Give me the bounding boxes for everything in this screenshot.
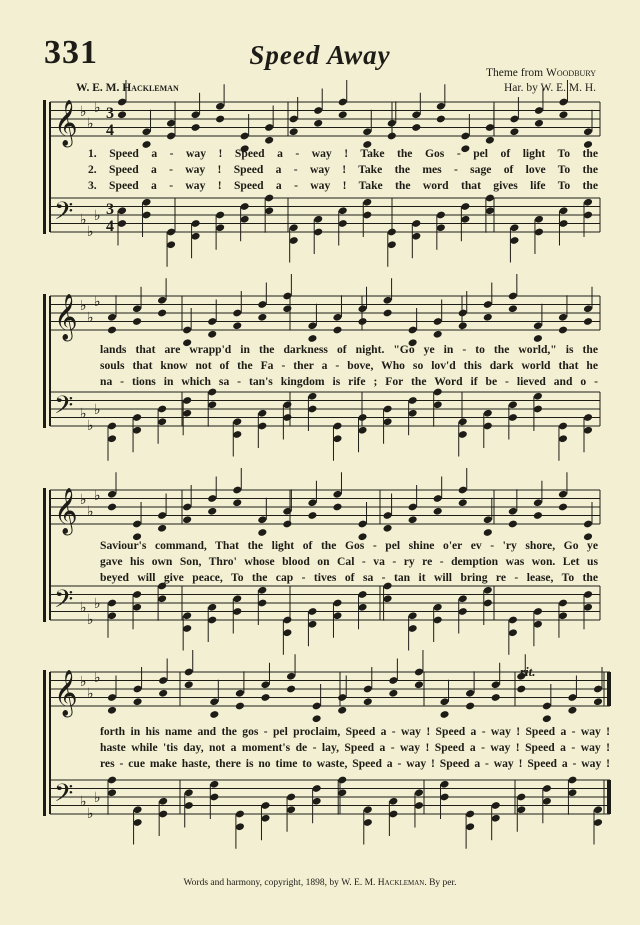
hymn-number: 331 — [44, 34, 98, 71]
lyric-line: lands that are wrapp'd in the darkness of night. "Go ye in - to the world," is the — [100, 343, 598, 356]
notehead — [567, 706, 577, 715]
flat-icon: ♭ — [80, 492, 87, 508]
flat-icon: ♭ — [94, 402, 101, 418]
lyric-line: beyed will give peace, To the cap - tives of sa - tan it will bring re - lease, To the — [100, 571, 598, 584]
lyric-line: souls that know not of the Fa - ther a - bove, Who so lov'd this dark world that he — [100, 359, 598, 372]
notehead — [215, 115, 225, 124]
notehead — [558, 110, 568, 119]
system-bracket — [43, 488, 46, 622]
notehead — [191, 123, 201, 132]
notehead — [332, 503, 342, 512]
flat-icon: ♭ — [94, 790, 101, 806]
notehead — [332, 326, 342, 335]
lyric-line: forth in his name and the gos - pel proclaim, Speed a - way ! Speed a - way ! Speed a - way ! — [100, 725, 610, 738]
copyright-name: W. E. M. Hackleman. — [341, 878, 427, 888]
notehead — [411, 123, 421, 132]
lyric-line: 2. Speed a - way ! Speed a - way ! Take the mes - sage of love To the — [88, 163, 598, 176]
bass-clef-icon: 𝄢 — [54, 391, 74, 426]
lyric-line: 3. Speed a - way ! Speed a - way ! Take the word that gives life To the — [88, 179, 598, 192]
notehead — [260, 693, 270, 702]
notehead — [485, 136, 495, 145]
notehead — [439, 710, 449, 719]
system-bracket — [43, 670, 46, 816]
system-bracket — [43, 100, 46, 234]
notehead — [107, 503, 117, 512]
lyric-line: 1. Speed a - way ! Speed a - way ! Take the Gos - pel of light To the — [88, 147, 598, 160]
bass-clef-icon: 𝄢 — [54, 585, 74, 620]
flat-icon: ♭ — [80, 298, 87, 314]
time-signature-denominator: 4 — [106, 218, 114, 235]
notehead — [313, 119, 323, 128]
notehead — [508, 304, 518, 313]
notehead — [209, 710, 219, 719]
notehead — [207, 507, 217, 516]
lyric-line: res - cue make haste, there is no time to waste, Speed a - way ! Speed a - way ! Speed a - way ! — [100, 757, 610, 770]
notehead — [491, 693, 501, 702]
notehead — [388, 689, 398, 698]
theme-source: Woodbury — [546, 67, 596, 79]
notehead — [257, 528, 267, 537]
notehead — [483, 528, 493, 537]
flat-icon: ♭ — [94, 294, 101, 310]
notehead — [286, 685, 296, 694]
system-bracket — [43, 294, 46, 428]
treble-clef-icon: 𝄞 — [54, 670, 78, 716]
treble-clef-icon: 𝄞 — [54, 100, 78, 146]
notehead — [312, 714, 322, 723]
notehead — [207, 330, 217, 339]
notehead — [307, 511, 317, 520]
time-signature-denominator: 4 — [106, 122, 114, 139]
notehead — [157, 524, 167, 533]
lyric-line: gave his own Son, Thro' whose blood on Cal - va - ry re - demption was won. Let us — [100, 555, 598, 568]
time-signature-numerator: 3 — [106, 201, 114, 218]
notehead — [337, 706, 347, 715]
copyright-notice — [0, 878, 640, 888]
ritardando-marking: rit. — [520, 664, 536, 679]
notehead — [408, 515, 418, 524]
treble-clef-icon: 𝄞 — [54, 488, 78, 534]
notehead — [257, 313, 267, 322]
notehead — [182, 515, 192, 524]
notehead — [158, 689, 168, 698]
notehead — [483, 313, 493, 322]
harmony-credit: Har. by W. E. M. H. — [504, 82, 596, 94]
lyrics-system-2 — [100, 342, 598, 390]
flat-icon: ♭ — [87, 612, 94, 628]
lyrics-system-4 — [100, 724, 610, 772]
notehead — [338, 110, 348, 119]
lyric-line: na - tions in which sa - tan's kingdom is rife ; For the Word if be - lieved and o - — [100, 375, 598, 388]
notehead — [383, 524, 393, 533]
flat-icon: ♭ — [80, 406, 87, 422]
theme-prefix: Theme from — [485, 67, 544, 79]
notehead — [509, 127, 519, 136]
flat-icon: ♭ — [94, 208, 101, 224]
notehead — [107, 326, 117, 335]
notehead — [387, 132, 397, 141]
flat-icon: ♭ — [87, 418, 94, 434]
notehead — [264, 136, 274, 145]
treble-clef-icon: 𝄞 — [54, 294, 78, 340]
copyright-suffix: By per. — [429, 878, 457, 888]
notehead — [282, 304, 292, 313]
notehead — [232, 498, 242, 507]
notehead — [558, 503, 568, 512]
flat-icon: ♭ — [87, 504, 94, 520]
notehead — [558, 326, 568, 335]
flat-icon: ♭ — [94, 488, 101, 504]
copyright-prefix: Words and harmony, copyright, 1898, by — [183, 878, 339, 888]
notehead — [232, 321, 242, 330]
notehead — [516, 685, 526, 694]
notehead — [433, 507, 443, 516]
notehead — [282, 520, 292, 529]
flat-icon: ♭ — [87, 310, 94, 326]
notehead — [433, 330, 443, 339]
notehead — [508, 520, 518, 529]
notehead — [107, 706, 117, 715]
flat-icon: ♭ — [94, 100, 101, 116]
notehead — [235, 702, 245, 711]
flat-icon: ♭ — [94, 670, 101, 686]
lyrics-system-1 — [88, 146, 598, 194]
notehead — [465, 702, 475, 711]
notehead — [289, 127, 299, 136]
notehead — [458, 321, 468, 330]
flat-icon: ♭ — [80, 674, 87, 690]
time-signature-numerator: 3 — [106, 105, 114, 122]
flat-icon: ♭ — [80, 794, 87, 810]
lyric-line: Saviour's command, That the light of the Gos - pel shine o'er ev - 'ry shore, Go ye — [100, 539, 598, 552]
final-barline — [607, 672, 611, 706]
notehead — [583, 317, 593, 326]
bass-clef-icon: 𝄢 — [54, 779, 74, 814]
flat-icon: ♭ — [94, 596, 101, 612]
flat-icon: ♭ — [87, 224, 94, 240]
notehead — [117, 110, 127, 119]
flat-icon: ♭ — [80, 212, 87, 228]
lyric-line: haste while 'tis day, not a moment's de - lay, Speed a - way ! Speed a - way ! Speed a - way ! — [100, 741, 610, 754]
notehead — [414, 680, 424, 689]
composer-credit: W. E. M. Hackleman — [76, 82, 179, 94]
flat-icon: ♭ — [87, 686, 94, 702]
hymn-title: Speed Away — [249, 40, 391, 70]
notehead — [436, 115, 446, 124]
notehead — [383, 309, 393, 318]
notehead — [533, 511, 543, 520]
flat-icon: ♭ — [87, 806, 94, 822]
notehead — [133, 697, 143, 706]
bass-clef-icon: 𝄢 — [54, 197, 74, 232]
notehead — [157, 309, 167, 318]
notehead — [542, 714, 552, 723]
final-barline — [607, 780, 611, 814]
notehead — [458, 498, 468, 507]
lyrics-system-3 — [100, 538, 598, 586]
notehead — [534, 119, 544, 128]
flat-icon: ♭ — [80, 600, 87, 616]
flat-icon: ♭ — [87, 116, 94, 132]
flat-icon: ♭ — [80, 104, 87, 120]
notehead — [357, 317, 367, 326]
notehead — [184, 680, 194, 689]
notehead — [363, 697, 373, 706]
notehead — [132, 317, 142, 326]
notehead — [593, 697, 603, 706]
